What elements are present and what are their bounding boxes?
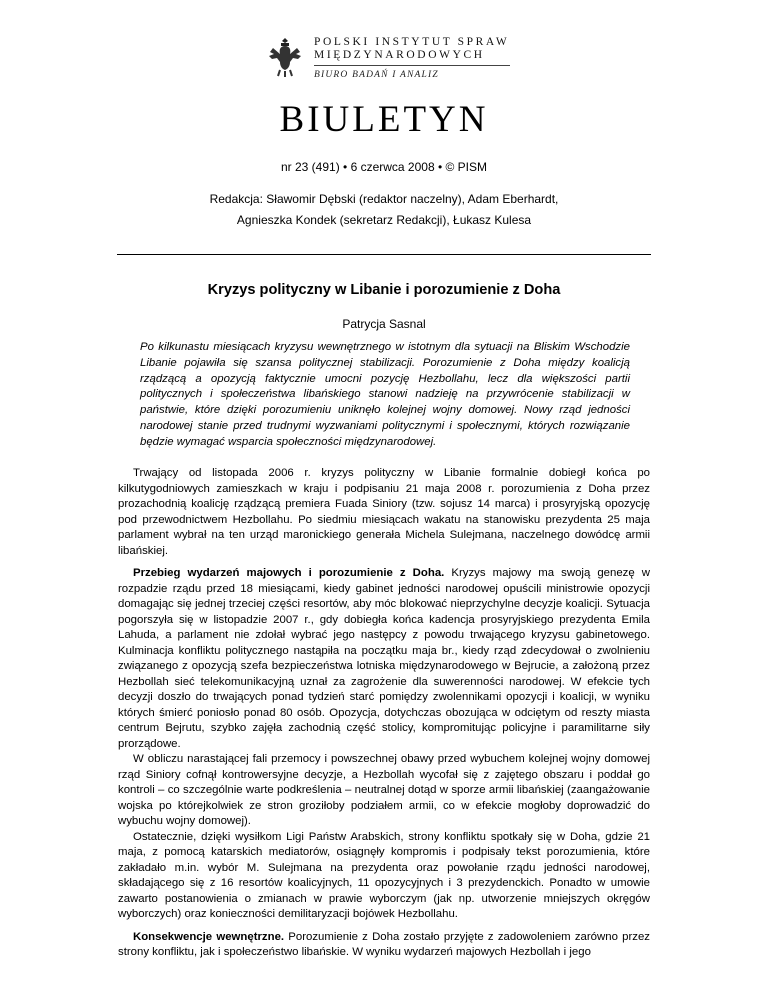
eagle-emblem-icon bbox=[268, 36, 302, 78]
section-heading: Przebieg wydarzeń majowych i porozumienie z Doha. bbox=[133, 567, 445, 579]
article-body bbox=[118, 466, 650, 961]
paragraph-section2-3: Ostatecznie, dzięki wysiłkom Ligi Państw Arabskich, strony konfliktu spotkały się w Doha, gdzie 21 maja, z pomocą katarskich mediatorów, osiągnęły kompromis i podpisały tekst porozumienia, które zakładało m.in. wybór M. Sulejmana na prezydenta oraz powołanie rządu jedności narodowej, składającego się z 16 resortów koalicyjnych, 11 opozycyjnych i 3 prezydenckich. Ponadto w umowie zawarto postanowienia o zmianach w prawie wyborczym (jak np. utworzenie mniejszych okręgów wyborczych) oraz konieczności demilitaryzacji bojówek Hezbollahu. bbox=[118, 830, 650, 920]
pism-logo bbox=[268, 36, 508, 86]
paragraph-intro: Trwający od listopada 2006 r. kryzys polityczny w Libanie formalnie dobiegł końca po kilkutygodniowych zamieszkach w kraju i podpisaniu 21 maja 2008 r. porozumienia z Doha przez prozachodnią koalicję rządzącą premiera Fuada Siniory (tzw. sojusz 14 marca) i prosyryjską opozycję pod przewodnictwem Hezbollahu. Po siedmiu miesiącach wakatu na stanowisku prezydenta 25 maja parlament wybrał na ten urząd maronickiego generała Michela Sulejmana, naczelnego dowódcę armii libańskiej. bbox=[118, 467, 650, 557]
institute-name bbox=[314, 36, 509, 62]
header-divider bbox=[117, 254, 651, 255]
article-author: Patrycja Sasnal bbox=[342, 317, 426, 331]
article-title: Kryzys polityczny w Libanie i porozumienie z Doha bbox=[207, 282, 561, 298]
article-lead: Po kilkunastu miesiącach kryzysu wewnętrznego w istotnym dla sytuacji na Bliskim Wschodzie Libanie pojawiła się szansa politycznej stabilizacji. Porozumienie z Doha między koalicją rządzącą a opozycją faktycznie umocni pozycję Hezbollahu, lecz dla większości partii politycznych i społeczeństwa libańskiego stanowi nadzieję na przywrócenie stabilizacji w państwie, które dzięki porozumieniu uniknęło kolejnej wojny domowej. Nowy rząd jedności narodowej stanie przed trudnymi wyzwaniami politycznymi i społecznymi, których rozwiązanie będzie wymagać wsparcia społeczności międzynarodowej. bbox=[140, 341, 630, 448]
paragraph-section2 bbox=[118, 566, 650, 752]
paragraph-text: Kryzys majowy ma swoją genezę w rozpadzie rządu przed 18 miesiącami, kiedy gabinet jedności narodowej opuścili ministrowie opozycji domagając się jednej trzeciej części resortów, aby móc blokować nieprzychylne decyzje koalicji. Sytuacja pogorszyła się w listopadzie 2007 r., gdy dobiegła końca kadencja prosyryjskiego prezydenta Emila Lahuda, a parlament nie zdołał wybrać jego następcy z powodu trwającego kryzysu gabinetowego. Kulminacja konfliktu politycznego nastąpiła na początku maja br., kiedy rząd zdecydował o zwolnieniu związanego z opozycją szefa bezpieczeństwa lotniska międzynarodowego w Bejrucie, a założoną przez Hezbollah sieć telekomunikacyjną uznał za zagrożenie dla suwerenności narodowej. W efekcie tych decyzji doszło do trwających ponad tydzień starć pomiędzy zwolennikami opozycji i koalicji, w wyniku których śmierć poniosło ponad 80 osób. Opozycja, dotychczas obozująca w odciętym od reszty miasta centrum Bejrutu, szybko zajęła zachodnią część stolicy, kompromitując policyjne i paramilitarne siły prorządowe. bbox=[118, 567, 650, 750]
bureau-name: BIURO BADAŃ I ANALIZ bbox=[314, 70, 439, 80]
logo-divider bbox=[314, 65, 510, 66]
section-heading: Konsekwencje wewnętrzne. bbox=[133, 930, 285, 943]
issue-info: nr 23 (491) • 6 czerwca 2008 • © PISM bbox=[281, 160, 487, 174]
bulletin-title: BIULETYN bbox=[279, 99, 489, 140]
paragraph-section2-2: W obliczu narastającej fali przemocy i powszechnej obawy przed wybuchem kolejnej wojny domowej rząd Siniory cofnął kontrowersyjne decyzje, a Hezbollah wycofał się z zajętego obszaru i poddał go kontroli – co szczególnie warte podkreślenia – neutralnej dotąd w sporze armii libańskiej (zaangażowanie wojska po którejkolwiek ze stron groziłoby podziałem armii, co w efekcie mogłoby doprowadzić do wybuchu wojny domowej). bbox=[118, 753, 650, 827]
editors-line2: Agnieszka Kondek (sekretarz Redakcji), Łukasz Kulesa bbox=[236, 213, 532, 227]
paragraph-section3 bbox=[118, 930, 650, 961]
institute-name-line1: POLSKI INSTYTUT SPRAW bbox=[314, 36, 510, 48]
institute-name-line2: MIĘDZYNARODOWYCH bbox=[314, 49, 485, 61]
editors-line1: Redakcja: Sławomir Dębski (redaktor naczelny), Adam Eberhardt, bbox=[209, 192, 559, 206]
paragraph-text: Porozumienie z Doha zostało przyjęte z zadowoleniem zarówno przez strony konfliktu, jak i społeczeństwo libańskie. W wyniku wydarzeń majowych Hezbollah i jego bbox=[118, 930, 650, 958]
